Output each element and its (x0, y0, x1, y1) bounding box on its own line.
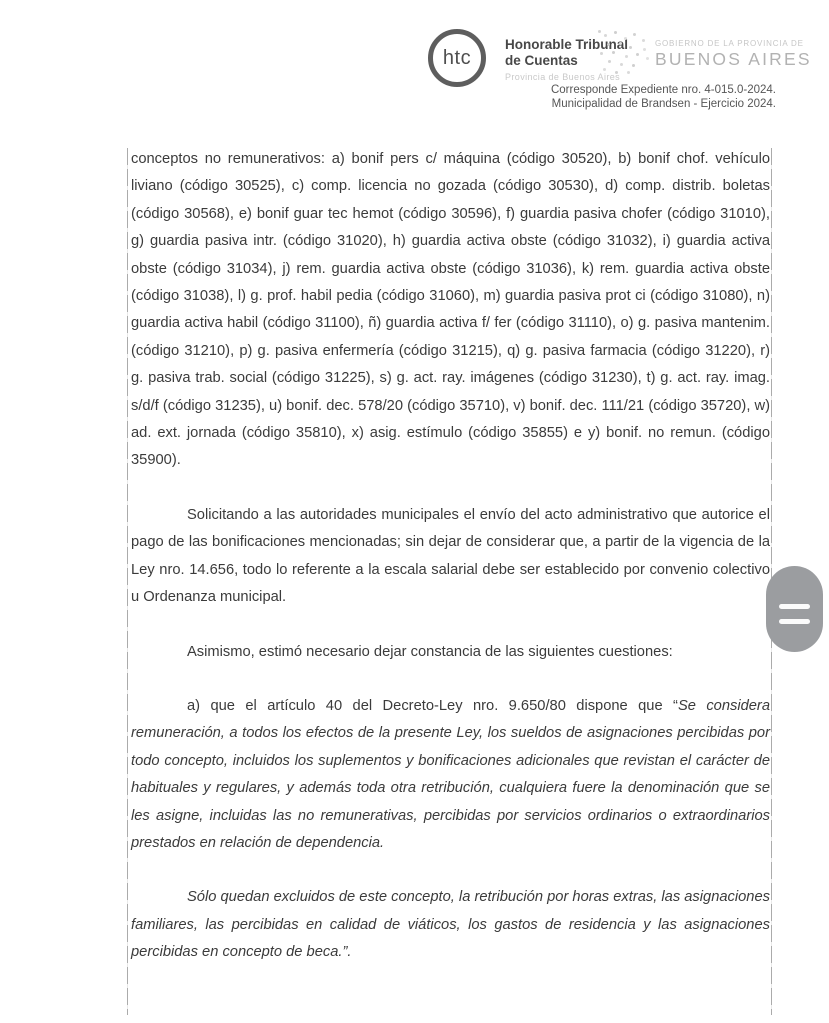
government-wordmark-line1: GOBIERNO DE LA PROVINCIA DE (655, 39, 804, 48)
org-name-block (505, 37, 628, 82)
htc-logo-monogram: htc (442, 46, 472, 69)
body-paragraph-solicitando: Solicitando a las autoridades municipales el envío del acto administrativo que autorice el pago de las bonificaciones mencionadas; sin dejar de considerar que, a partir de la vigencia de la Ley nro. 14.656, todo lo referente a la escala salarial debe ser establecido por convenio colectivo u Ordenanza municipal. (131, 506, 770, 606)
paragraph-lead-text: a) que el artículo 40 del Decreto-Ley nro. 9.650/80 dispone que “ (187, 697, 678, 714)
body-paragraph-asimismo: Asimismo, estimó necesario dejar constancia de las siguientes cuestiones: (187, 643, 673, 660)
scroll-drag-handle[interactable] (766, 566, 823, 652)
paragraph-quote-text: Se considera remuneración, a todos los efectos de la presente Ley, los sueldos de asignaciones percibidas por todo concepto, incluidos los suplementos y bonificaciones adicionales que revistan el carácter de habituales y regulares, y además toda otra retribución, cualquiera fuere la denominación que se les asigne, incluidas las no remunerativas, percibidas por servicios ordinarios o extraordinarios prestados en relación de dependencia. (131, 697, 770, 851)
org-subtitle: Provincia de Buenos Aires (505, 72, 621, 82)
body-paragraph-articulo-40 (131, 693, 770, 857)
expediente-reference-line2: Municipalidad de Brandsen - Ejercicio 2024. (551, 97, 776, 110)
org-name-line1: Honorable Tribunal (505, 37, 629, 52)
expediente-reference (551, 84, 776, 111)
org-name-line2: de Cuentas (505, 53, 578, 68)
expediente-reference-line1: Corresponde Expediente nro. 4-015.0-2024. (550, 84, 776, 96)
body-paragraph-codes: conceptos no remunerativos: a) bonif pers c/ máquina (código 30520), b) bonif chof. vehículo liviano (código 30525), c) comp. licencia no gozada (código 30530), d) comp. distrib. boletas (código 30568), e) bonif guar tec hemot (código 30596), f) guardia pasiva chofer (código 31010), g) guardia pasiva intr. (código 31020), h) guardia activa obste (código 31032), i) guardia activa obste (código 31034), j) rem. guardia activa obste (código 31036), k) rem. guardia activa obste (código 31038), l) g. prof. habil pedia (código 31060), m) guardia pasiva prot ci (código 31080), n) guardia activa habil (código 31100), ñ) guardia activa f/ fer (código 31110), o) g. pasiva mantenim. (código 31210), p) g. pasiva enfermería (código 31215), q) g. pasiva farmacia (código 31220), r) g. pasiva trab. social (código 31225), s) g. act. ray. imágenes (código 31230), t) g. act. ray. imag. s/d/f (código 31235), u) bonif. dec. 578/20 (código 35710), v) bonif. dec. 111/21 (código 35720), w) ad. ext. jornada (código 35810), x) asig. estímulo (código 35855) e y) bonif. no remun. (código 35900). (131, 151, 770, 469)
body-paragraph-excluidos: Sólo quedan excluidos de este concepto, la retribución por horas extras, las asignaciones familiares, las percibidas en calidad de viáticos, los gastos de residencia y las asignaciones percibidas en concepto de beca.”. (131, 889, 770, 961)
page-edge-line-left (127, 148, 128, 1015)
document-body (131, 146, 770, 994)
htc-logo-icon (428, 29, 486, 87)
drag-handle-bar-icon (779, 604, 810, 609)
government-wordmark-line2: BUENOS AIRES (655, 49, 812, 69)
government-wordmark (655, 39, 812, 70)
drag-handle-bar-icon (779, 619, 810, 624)
province-emblem-icon (598, 30, 601, 33)
